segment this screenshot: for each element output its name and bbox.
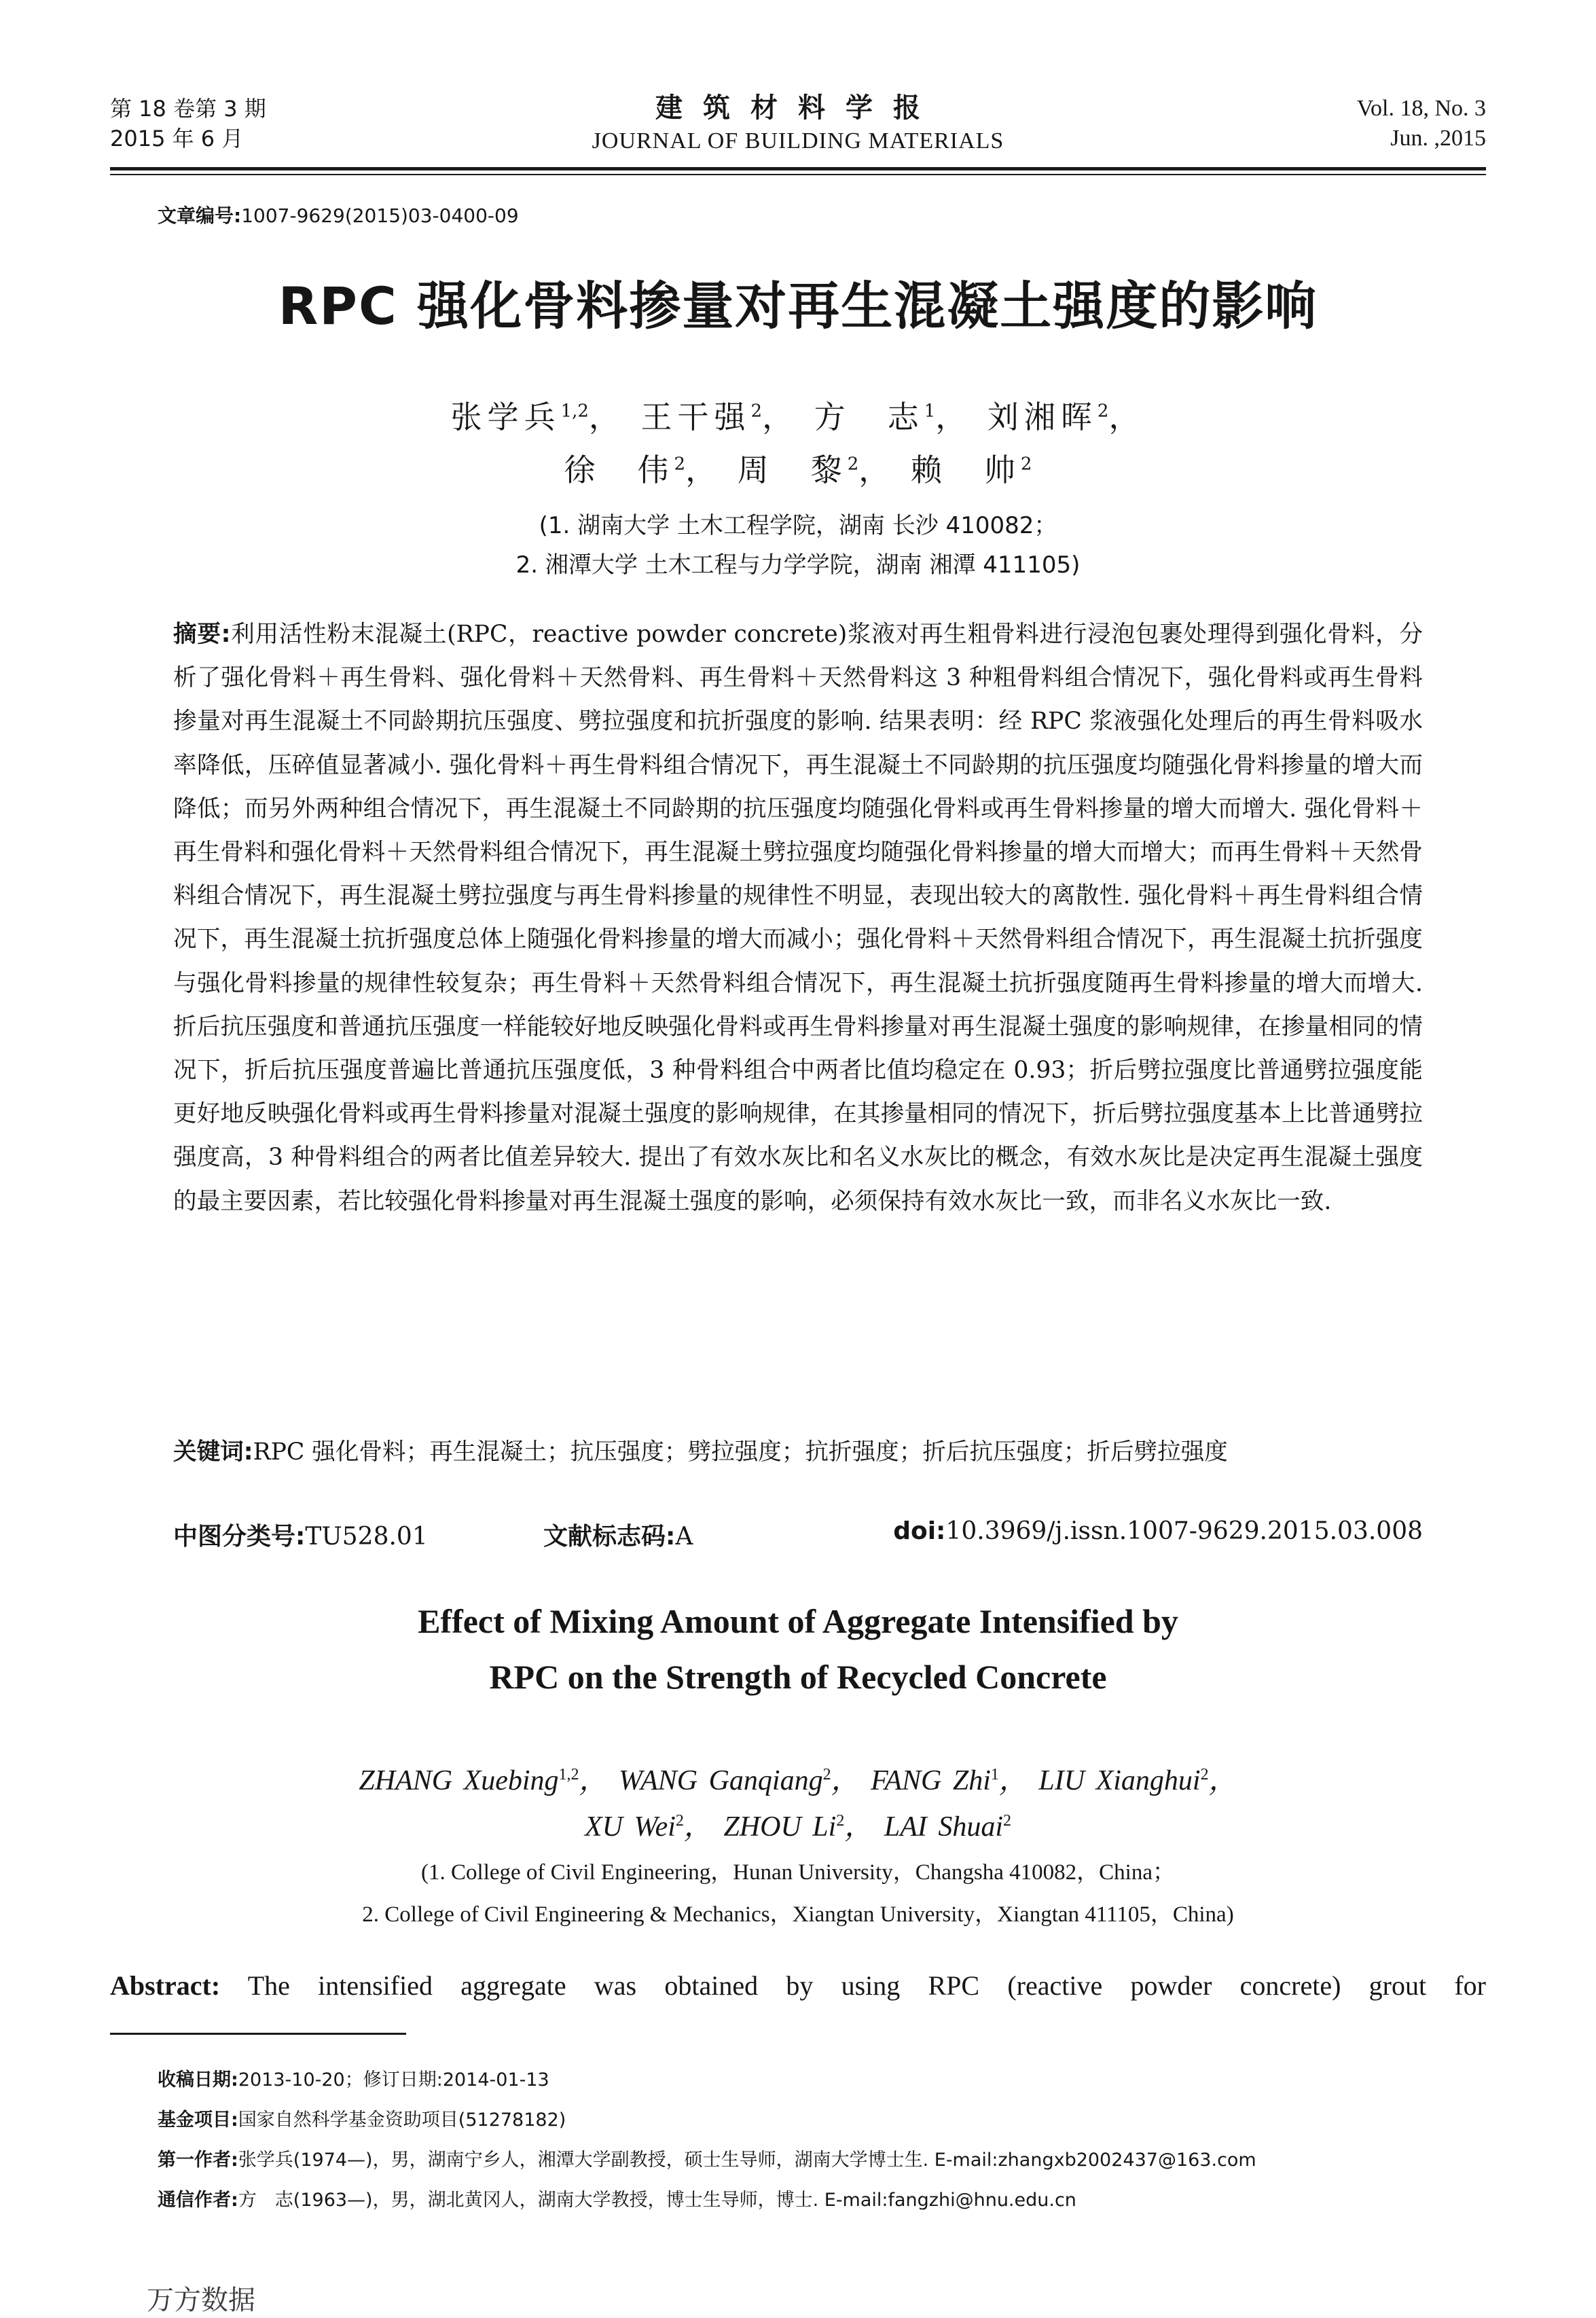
abstract-en-label: Abstract: — [110, 1970, 221, 2001]
journal-name-en: JOURNAL OF BUILDING MATERIALS — [592, 128, 1004, 153]
journal-name-cn: 建筑材料学报 — [655, 92, 941, 124]
author-name-en: WANG Ganqiang$^2$， — [619, 1765, 860, 1796]
issue-info-en — [1357, 94, 1486, 153]
author-name-en: ZHOU Li$^2$， — [723, 1811, 873, 1843]
affiliation-cn-1: (1. 湖南大学 土木工程学院，湖南 长沙 410082； — [539, 512, 1057, 539]
author-name-en: XU Wei$^2$， — [584, 1811, 712, 1843]
doi: doi:10.3969/j.issn.1007-9629.2015.03.008 — [893, 1517, 1423, 1545]
abstract-cn-label: 摘要: — [173, 621, 231, 648]
author-list-cn-line2 — [0, 446, 1596, 490]
article-number-value: 1007-9629(2015)03-0400-09 — [241, 204, 519, 227]
keywords-cn — [173, 1430, 1423, 1474]
footnote-funding: 基金项目:国家自然科学基金资助项目(51278182) — [158, 2109, 566, 2131]
paper-title-en-line1: Effect of Mixing Amount of Aggregate Intensified by — [418, 1602, 1178, 1640]
paper-title-cn: RPC 强化骨料掺量对再生混凝土强度的影响 — [278, 276, 1318, 336]
author-name: 徐 伟$^2$， — [564, 452, 723, 488]
affiliation-en-1: (1. College of Civil Engineering，Hunan University，Changsha 410082，China； — [421, 1860, 1175, 1885]
abstract-en-text: The intensified aggregate was obtained by using RPC (reactive powder concrete) grout for — [247, 1970, 1487, 2001]
issue-volume-en: Vol. 18, No. 3 — [1356, 96, 1486, 121]
affiliation-cn-2: 2. 湘潭大学 土木工程与力学学院，湖南 湘潭 411105) — [515, 551, 1081, 579]
footnote-corresponding-author: 通信作者:方 志(1963—)，男，湖北黄冈人，湖南大学教授，博士生导师，博士. E-mail:fangzhi@hnu.edu.cn — [158, 2190, 1076, 2211]
keywords-cn-label: 关键词: — [173, 1438, 253, 1466]
footnote-received: 收稿日期:2013-10-20；修订日期:2014-01-13 — [158, 2069, 549, 2090]
paper-title-en — [0, 1593, 1596, 1705]
author-name: 方 志$^1$， — [814, 399, 973, 435]
author-name: 王干强$^2$， — [640, 399, 799, 435]
paper-title-en-line2: RPC on the Strength of Recycled Concrete — [489, 1658, 1107, 1696]
header-rule-thick — [110, 167, 1486, 170]
watermark: 万方数据 — [147, 2285, 255, 2316]
header-rule-thin — [110, 174, 1486, 175]
author-name-en: LAI Shuai$^2$ — [884, 1811, 1012, 1843]
document-code: 文献标志码:A — [543, 1523, 693, 1551]
article-number — [158, 201, 519, 228]
abstract-cn — [173, 613, 1423, 1223]
author-name-en: FANG Zhi$^1$， — [871, 1765, 1028, 1796]
author-name: 赖 帅$^2$ — [910, 452, 1032, 488]
author-list-en-line1 — [0, 1758, 1596, 1798]
abstract-cn-text: 利用活性粉末混凝土(RPC，reactive powder concrete)浆液对再生粗骨料进行浸泡包裹处理得到强化骨料，分析了强化骨料＋再生骨料、强化骨料＋天然骨料、再生骨料＋天然骨料这 3 种粗骨料组合情况下，强化骨料或再生骨料掺量对再生混凝土不同龄期抗压强度、劈拉强度和抗折强度的影响. 结果表明：经 RPC 浆液强化处理后的再生骨料吸水率降低，压碎值显著减小. 强化骨料＋再生骨料组合情况下，再生混凝土不同龄期的抗压强度均随强化骨料掺量的增大而降低；而另外两种组合情况下，再生混凝土不同龄期的抗压强度均随强化骨料或再生骨料掺量的增大而增大. 强化骨料＋再生骨料和强化骨料＋天然骨料组合情况下，再生混凝土劈拉强度均随强化骨料掺量的增大而增大；而再生骨料＋天然骨料组合情况下，再生混凝土劈拉强度与再生骨料掺量的规律性不明显，表现出较大的离散性. 强化骨料＋再生骨料组合情况下，再生混凝土抗折强度总体上随强化骨料掺量的增大而减小；强化骨料＋天然骨料组合情况下，再生混凝土抗折强度与强化骨料掺量的规律性较复杂；再生骨料＋天然骨料组合情况下，再生混凝土抗折强度随再生骨料掺量的增大而增大. 折后抗压强度和普通抗压强度一样能较好地反映强化骨料或再生骨料掺量对再生混凝土强度的影响规律，在掺量相同的情况下，折后抗压强度普遍比普通抗压强度低，3 种骨料组合中两者比值均稳定在 0.93；折后劈拉强度比普通劈拉强度能更好地反映强化骨料或再生骨料掺量对混凝土强度的影响规律，在其掺量相同的情况下，折后劈拉强度基本上比普通劈拉强度高，3 种骨料组合的两者比值差异较大. 提出了有效水灰比和名义水灰比的概念，有效水灰比是决定再生混凝土强度的最主要因素，若比较强化骨料掺量对再生混凝土强度的影响，必须保持有效水灰比一致，而非名义水灰比一致. — [173, 621, 1423, 1215]
author-name: 周 黎$^2$， — [737, 452, 896, 488]
author-name: 张学兵$^{1,2}$， — [450, 399, 625, 435]
affiliation-en-2: 2. College of Civil Engineering & Mechanics，Xiangtan University，Xiangtan 411105，China) — [362, 1902, 1234, 1927]
footnote-rule — [110, 2033, 406, 2035]
issue-date: 2015 年 6 月 — [110, 126, 244, 151]
author-list-en-line2 — [0, 1804, 1596, 1845]
clc-number: 中图分类号:TU528.01 — [173, 1523, 428, 1551]
author-name-en: ZHANG Xuebing$^{1,2}$， — [359, 1765, 608, 1796]
article-number-label: 文章编号: — [158, 204, 242, 227]
issue-date-en: Jun. ,2015 — [1390, 126, 1486, 151]
issue-volume: 第 18 卷第 3 期 — [110, 96, 266, 122]
abstract-en — [110, 1967, 1486, 2005]
author-list-cn-line1 — [0, 393, 1596, 437]
author-name-en: LIU Xianghui$^2$， — [1038, 1765, 1237, 1796]
footnote-first-author: 第一作者:张学兵(1974—)，男，湖南宁乡人，湘潭大学副教授，硕士生导师，湖南大学博士生. E-mail:zhangxb2002437@163.com — [158, 2150, 1256, 2171]
keywords-cn-text: RPC 强化骨料；再生混凝土；抗压强度；劈拉强度；抗折强度；折后抗压强度；折后劈拉强度 — [253, 1438, 1228, 1466]
author-name: 刘湘晖$^2$， — [987, 399, 1146, 435]
